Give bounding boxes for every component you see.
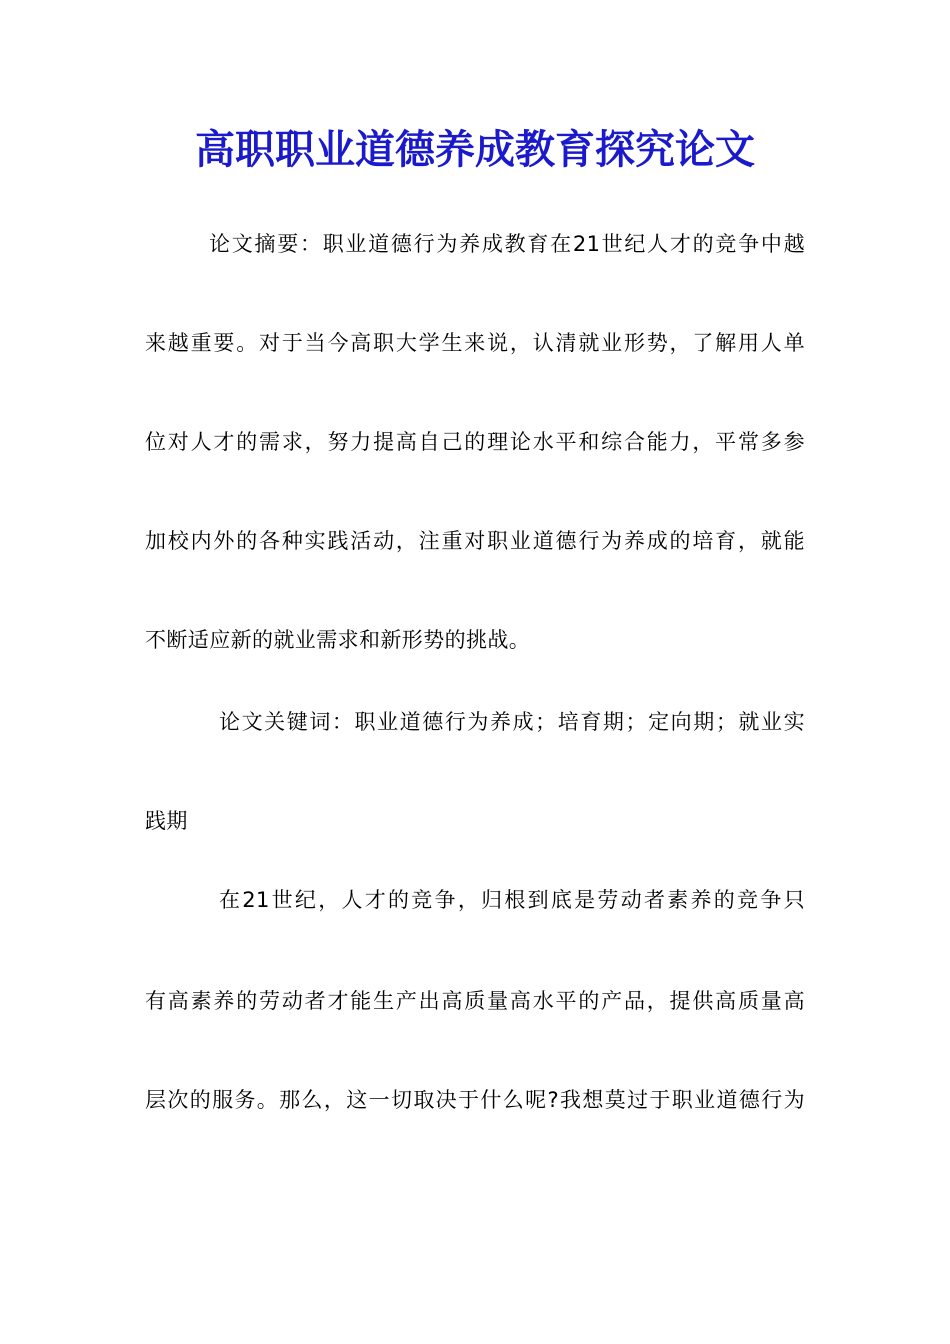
body-line-2: 有高素养的劳动者才能生产出高质量高水平的产品，提供高质量高 (145, 989, 805, 1013)
abstract-line-2: 来越重要。对于当今高职大学生来说，认清就业形势，了解用人单 (145, 331, 805, 355)
abstract-line-3: 位对人才的需求，努力提高自己的理论水平和综合能力，平常多参 (145, 430, 805, 454)
keywords-line-2: 践期 (145, 809, 188, 833)
abstract-line-5: 不断适应新的就业需求和新形势的挑战。 (145, 628, 531, 652)
body-line-1: 在21世纪，人才的竞争，归根到底是劳动者素养的竞争只 (219, 888, 805, 912)
document-title: 高职职业道德养成教育探究论文 (195, 126, 755, 173)
abstract-line-4: 加校内外的各种实践活动，注重对职业道德行为养成的培育，就能 (145, 529, 805, 553)
abstract-line-1: 论文摘要：职业道德行为养成教育在21世纪人才的竞争中越 (209, 232, 805, 256)
keywords-line-1: 论文关键词：职业道德行为养成；培育期；定向期；就业实 (219, 710, 805, 734)
body-line-3: 层次的服务。那么，这一切取决于什么呢?我想莫过于职业道德行为 (145, 1088, 805, 1112)
